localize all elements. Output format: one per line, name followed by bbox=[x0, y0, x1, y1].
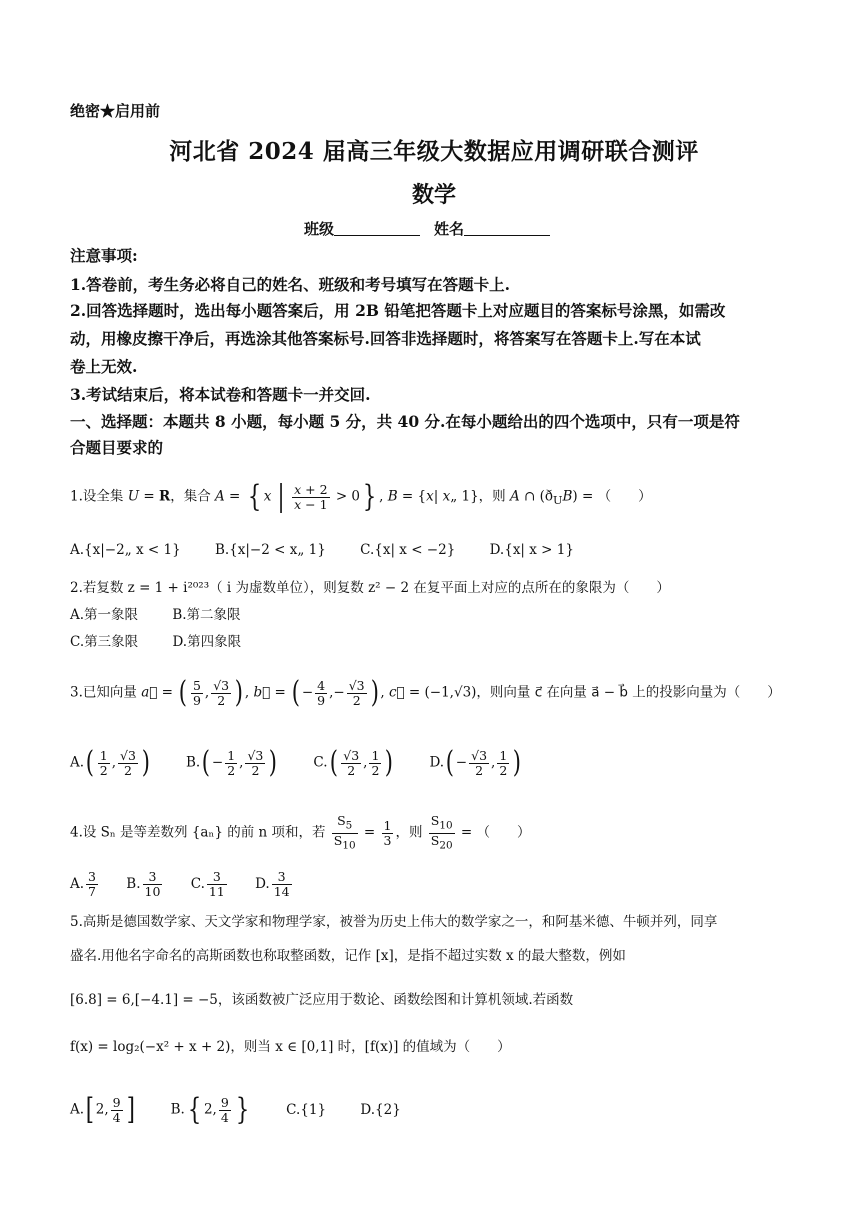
q3-option-c[interactable]: C.( $\frac{√3}{2}$ , $\frac{1}{2}$ ) bbox=[313, 745, 394, 780]
question-5-options bbox=[70, 1092, 810, 1127]
question-1-stem: 1.设全集 U = R，集合 A = { x | $\frac{x + 2}{x - 1}$ > 0} , B = {x| x„ 1}，则 A ∩ $(ð_UB)$ = （ ） bbox=[70, 479, 652, 514]
q1-option-a[interactable]: A.{x|−2„ x < 1} bbox=[70, 542, 181, 558]
q2-option-a[interactable]: A.第一象限 bbox=[70, 607, 139, 623]
q4-option-d[interactable]: D. $\frac{3}{14}$ bbox=[255, 869, 290, 899]
name-label: 姓名 bbox=[434, 220, 465, 238]
question-5-line-1: 5.高斯是德国数学家、天文学家和物理学家，被誉为历史上伟大的数学家之一，和阿基米德、牛顿并列，同享 bbox=[70, 914, 718, 930]
question-3-stem: 3.已知向量 a⃗ = ( $\frac{5}{9}$ , $\frac{√3}{2}$ ) , b⃗ = ( − $\frac{4}{9}$ ,− $\frac{√3}{2}$ ) , c⃗ = (−1,√3)，则向量 c⃗ 在向量 a⃗ − b⃗ 上的投影向量为（ ） bbox=[70, 675, 781, 710]
q1-option-d[interactable]: D.{x| x > 1} bbox=[489, 542, 574, 558]
question-1-options bbox=[70, 540, 810, 560]
section-heading-line-2: 合题目要求的 bbox=[70, 438, 164, 457]
q5-option-b[interactable]: B.{ 2, $\frac{9}{4}$ } bbox=[170, 1092, 250, 1127]
q4-option-b[interactable]: B. $\frac{3}{10}$ bbox=[126, 869, 161, 899]
question-2-options-row-1 bbox=[70, 605, 810, 625]
question-4-stem: 4.设 Sₙ 是等差数列 {aₙ} 的前 n 项和，若 $\frac{S_5}{S_{10}}$ = $\frac{1}{3}$ ，则 $\frac{S_{10}}{S_{20}}$ = （ ） bbox=[70, 813, 531, 851]
question-5-line-3: [6.8] = 6,[−4.1] = −5，该函数被广泛应用于数论、函数绘图和计算机领域.若函数 bbox=[70, 992, 574, 1008]
q1-option-b[interactable]: B.{x|−2 < x„ 1} bbox=[214, 542, 326, 558]
section-heading-line-1: 一、选择题：本题共 8 小题，每小题 5 分，共 40 分.在每小题给出的四个选项中，只有一项是符 bbox=[70, 412, 740, 431]
secret-label: 绝密★启用前 bbox=[70, 102, 161, 120]
question-2-stem: 2.若复数 z = 1 + i²⁰²³（ i 为虚数单位），则复数 z² − 2 在复平面上对应的点所在的象限为（ ） bbox=[70, 580, 670, 596]
note-item-3: 3.考试结束后，将本试卷和答题卡一并交回. bbox=[70, 385, 371, 404]
q1-option-c[interactable]: C.{x| x < −2} bbox=[360, 542, 456, 558]
q5-option-d[interactable]: D.{2} bbox=[360, 1101, 401, 1118]
q2-option-c[interactable]: C.第三象限 bbox=[70, 634, 139, 650]
q2-option-d[interactable]: D.第四象限 bbox=[172, 634, 242, 650]
q3-option-a[interactable]: A.( $\frac{1}{2}$ , $\frac{√3}{2}$ ) bbox=[70, 745, 150, 780]
note-item-2-line-2: 动，用橡皮擦干净后，再选涂其他答案标号.回答非选择题时，将答案写在答题卡上.写在本试 bbox=[70, 329, 701, 348]
question-3-options bbox=[70, 745, 810, 780]
q2-option-b[interactable]: B.第二象限 bbox=[172, 607, 241, 623]
note-item-1: 1.答卷前，考生务必将自己的姓名、班级和考号填写在答题卡上. bbox=[70, 275, 511, 294]
question-4-options bbox=[70, 870, 810, 899]
q4-option-c[interactable]: C. $\frac{3}{11}$ bbox=[190, 869, 225, 899]
q3-option-b[interactable]: B.( − $\frac{1}{2}$ , $\frac{√3}{2}$ ) bbox=[185, 745, 278, 780]
class-label: 班级 bbox=[303, 220, 334, 238]
question-5-line-4: f(x) = log₂(−x² + x + 2)，则当 x ∈ [0,1] 时，[f(x)] 的值域为（ ） bbox=[70, 1039, 511, 1055]
q3-option-d[interactable]: D.( − $\frac{√3}{2}$ , $\frac{1}{2}$ ) bbox=[429, 745, 522, 780]
subject-title: 数学 bbox=[411, 182, 456, 208]
exam-title: 河北省 2024 届高三年级大数据应用调研联合测评 bbox=[169, 138, 699, 165]
name-blank bbox=[464, 221, 550, 236]
class-blank bbox=[334, 221, 420, 236]
note-item-2-line-1: 2.回答选择题时，选出每小题答案后，用 2B 铅笔把答题卡上对应题目的答案标号涂黑，如需改 bbox=[70, 301, 726, 320]
q5-option-a[interactable]: A.[ 2, $\frac{9}{4}$ ] bbox=[70, 1092, 135, 1127]
class-name-line bbox=[0, 218, 868, 239]
notes-heading: 注意事项: bbox=[70, 246, 138, 265]
question-5-line-2: 盛名.用他名字命名的高斯函数也称取整函数，记作 [x]，是指不超过实数 x 的最大整数，例如 bbox=[70, 948, 626, 964]
q4-option-a[interactable]: A. $\frac{3}{7}$ bbox=[70, 869, 96, 899]
q5-option-c[interactable]: C.{1} bbox=[286, 1101, 327, 1118]
question-2-options-row-2 bbox=[70, 632, 810, 652]
note-item-2-line-3: 卷上无效. bbox=[70, 357, 138, 376]
